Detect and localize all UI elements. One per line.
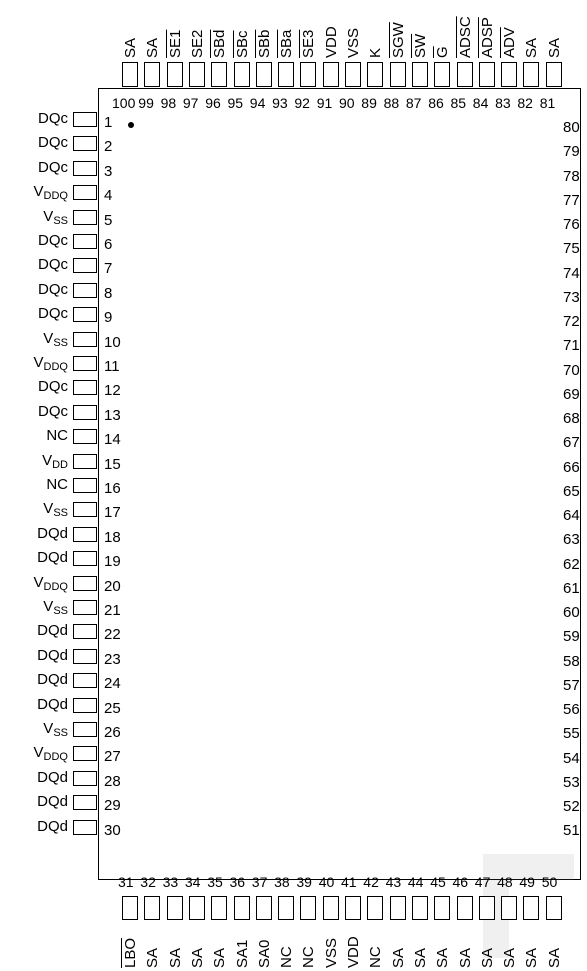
top-pin-number: 95: [227, 95, 244, 111]
right-pin-number: 58: [563, 652, 580, 670]
bottom-pin-pad: [211, 896, 227, 920]
bottom-pin-label: SA: [188, 947, 206, 968]
bottom-pin-pad: [345, 896, 361, 920]
top-pin-label: $\overline{G}$: [434, 46, 452, 58]
bottom-pin-label: $\overline{LBO}$: [122, 937, 139, 968]
left-pin-label: DQc: [38, 280, 68, 298]
bottom-pin-pad: [479, 896, 495, 920]
left-pin-pad: [73, 258, 97, 273]
left-pin-label: DQd: [37, 524, 68, 542]
bottom-pin-pad: [501, 896, 517, 920]
left-pin-label: NC: [46, 476, 68, 493]
left-pin-pad: [73, 356, 97, 371]
pin-1-indicator-dot: [128, 122, 134, 128]
top-pin-label: ADSC: [456, 16, 474, 58]
right-pin-number: 64: [563, 507, 580, 524]
top-pin-label: SA: [144, 37, 162, 58]
left-pin-number: 27: [104, 748, 121, 766]
top-pin-pad: [300, 62, 316, 87]
left-pin-label: $V_{SS}$: [43, 207, 68, 227]
left-pin-label: $V_{DDQ}$: [33, 354, 68, 373]
top-pin-number: 98: [160, 95, 177, 111]
pin-label-subscript: SS: [53, 605, 68, 617]
right-pin-number: 79: [563, 143, 580, 161]
left-pin-label: DQd: [37, 671, 68, 689]
left-pin-label: DQc: [38, 305, 68, 323]
top-pin-number: 99: [138, 95, 154, 111]
bottom-pin-label: NC: [300, 946, 318, 968]
left-pin-pad: [73, 454, 97, 469]
right-pin-number: 73: [563, 288, 580, 306]
bottom-pin-label: SA: [411, 947, 429, 968]
bottom-pin-label: SA: [211, 947, 229, 968]
left-pin-label: $V_{SS}$: [43, 720, 68, 739]
left-pin-label: DQd: [37, 768, 68, 786]
left-pin-label: DQc: [38, 232, 68, 249]
top-pin-pad: [501, 62, 517, 87]
bottom-pin-pad: [412, 896, 428, 920]
right-pin-number: 51: [563, 822, 580, 840]
left-pin-number: 24: [104, 675, 121, 693]
pin-label-subscript: SS: [53, 214, 68, 227]
left-pin-number: 19: [104, 553, 121, 571]
chip-package-outline: [98, 88, 581, 880]
left-pin-pad: [73, 112, 97, 127]
bottom-pin-number: 36: [229, 874, 246, 890]
left-pin-pad: [73, 307, 97, 322]
bottom-pin-number: 50: [541, 874, 558, 890]
left-pin-pad: [73, 185, 97, 200]
top-pin-label: VSS: [345, 27, 362, 58]
left-pin-number: 3: [104, 162, 113, 180]
bottom-pin-pad: [546, 896, 562, 920]
top-pin-number: 81: [539, 95, 556, 111]
right-pin-number: 72: [563, 313, 580, 330]
top-pin-number: 91: [316, 95, 333, 111]
left-pin-label: $V_{DD}$: [42, 451, 68, 471]
left-pin-number: 1: [104, 114, 113, 131]
left-pin-pad: [73, 234, 97, 249]
top-pin-label: SA: [545, 37, 563, 58]
bottom-pin-number: 32: [140, 874, 156, 890]
left-pin-pad: [73, 502, 97, 517]
top-pin-label: $\overline{SW}$: [411, 33, 429, 58]
top-pin-pad: [412, 62, 428, 87]
left-pin-label: DQd: [37, 622, 68, 640]
top-pin-pad: [278, 62, 294, 87]
top-pin-label: $\overline{SBd}$: [211, 29, 229, 58]
top-pin-number: 100: [112, 95, 136, 111]
top-pin-label: VDD: [322, 26, 340, 58]
right-pin-number: 71: [563, 337, 580, 355]
right-pin-number: 63: [563, 531, 580, 549]
left-pin-pad: [73, 600, 97, 615]
left-pin-label: $V_{DDQ}$: [33, 744, 68, 764]
left-pin-label: $V_{SS}$: [43, 598, 68, 617]
bottom-pin-label: VDD: [345, 936, 362, 968]
top-pin-number: 97: [182, 95, 199, 111]
right-pin-number: 54: [563, 749, 580, 767]
bottom-pin-pad: [278, 896, 294, 920]
right-pin-number: 77: [563, 191, 580, 209]
pin-label-subscript: DDQ: [43, 190, 68, 203]
bottom-pin-pad: [523, 896, 539, 920]
left-pin-number: 16: [104, 480, 121, 497]
right-pin-number: 67: [563, 434, 580, 452]
top-pin-pad: [323, 62, 339, 87]
left-pin-label: DQd: [37, 793, 68, 811]
right-pin-number: 53: [563, 773, 580, 791]
pin-label-subscript: DDQ: [43, 580, 68, 593]
bottom-pin-number: 38: [274, 874, 290, 890]
bottom-pin-label: SA: [478, 947, 496, 968]
left-pin-pad: [73, 478, 97, 493]
top-pin-number: 87: [405, 95, 422, 111]
bottom-pin-number: 42: [363, 874, 379, 890]
bottom-pin-number: 37: [251, 874, 268, 890]
bottom-pin-pad: [234, 896, 250, 920]
bottom-pin-number: 35: [207, 874, 223, 890]
left-pin-label: DQc: [38, 402, 68, 420]
left-pin-number: 22: [104, 626, 121, 644]
top-pin-pad: [189, 62, 205, 87]
left-pin-pad: [73, 380, 97, 395]
top-pin-label: K: [367, 47, 385, 58]
left-pin-label: DQd: [37, 695, 68, 713]
left-pin-pad: [73, 722, 97, 737]
top-pin-label: $\overline{SBb}$: [255, 29, 273, 58]
bottom-pin-label: SA: [166, 947, 184, 968]
bottom-pin-label: SA: [434, 947, 452, 968]
left-pin-label: DQd: [37, 549, 68, 567]
left-pin-label: DQd: [37, 817, 68, 835]
left-pin-pad: [73, 795, 97, 810]
top-pin-pad: [122, 62, 138, 87]
left-pin-label: $V_{SS}$: [43, 329, 68, 349]
left-pin-number: 29: [104, 797, 121, 815]
bottom-pin-pad: [457, 896, 473, 920]
left-pin-number: 10: [104, 333, 121, 351]
bottom-pin-number: 46: [452, 874, 469, 890]
bottom-pin-label: SA: [389, 947, 407, 968]
left-pin-label: NC: [46, 427, 68, 445]
left-pin-pad: [73, 527, 97, 542]
left-pin-label: DQd: [37, 646, 68, 664]
pin-label-subscript: DDQ: [43, 751, 68, 764]
bottom-pin-pad: [144, 896, 160, 920]
left-pin-number: 5: [104, 211, 113, 229]
bottom-pin-label: VSS: [322, 937, 340, 968]
right-pin-number: 56: [563, 701, 580, 718]
bottom-pin-number: 49: [519, 874, 535, 890]
left-pin-pad: [73, 210, 97, 225]
left-pin-number: 20: [104, 577, 121, 595]
pin-label-subscript: SS: [53, 507, 68, 520]
left-pin-pad: [73, 405, 97, 420]
right-pin-number: 80: [563, 119, 580, 136]
bottom-pin-pad: [189, 896, 205, 920]
left-pin-pad: [73, 283, 97, 298]
top-pin-number: 92: [294, 95, 310, 111]
bottom-pin-label: SA: [545, 947, 563, 968]
bottom-pin-label: SA: [456, 947, 474, 968]
right-pin-number: 60: [563, 604, 580, 621]
top-pin-number: 94: [249, 95, 266, 111]
right-pin-number: 75: [563, 240, 580, 258]
left-pin-pad: [73, 576, 97, 591]
bottom-pin-number: 31: [118, 874, 134, 890]
top-pin-pad: [256, 62, 272, 87]
top-pin-number: 85: [450, 95, 467, 111]
top-pin-pad: [167, 62, 183, 87]
right-pin-number: 78: [563, 167, 580, 185]
bottom-pin-pad: [434, 896, 450, 920]
top-pin-number: 96: [205, 95, 221, 111]
top-pin-number: 82: [517, 95, 533, 111]
left-pin-number: 26: [104, 724, 121, 741]
bottom-pin-pad: [256, 896, 272, 920]
top-pin-label: SA: [523, 37, 541, 58]
bottom-pin-number: 47: [474, 874, 491, 890]
bottom-pin-number: 41: [341, 874, 357, 890]
top-pin-number: 93: [272, 95, 288, 111]
left-pin-number: 12: [104, 382, 121, 400]
top-pin-pad: [144, 62, 160, 87]
top-pin-label: $\overline{SBa}$: [278, 29, 296, 58]
left-pin-pad: [73, 673, 97, 688]
left-pin-label: DQc: [38, 110, 68, 127]
left-pin-number: 25: [104, 699, 121, 717]
bottom-pin-number: 39: [296, 874, 312, 890]
left-pin-number: 6: [104, 236, 113, 253]
top-pin-pad: [457, 62, 473, 87]
top-pin-label: SE2: [188, 29, 206, 58]
left-pin-pad: [73, 649, 97, 664]
bottom-pin-label: SA: [144, 947, 162, 968]
bottom-pin-label: SA: [523, 947, 541, 968]
top-pin-pad: [345, 62, 361, 87]
left-pin-number: 28: [104, 772, 121, 790]
right-pin-number: 57: [563, 676, 580, 694]
bottom-pin-pad: [122, 896, 138, 920]
bottom-pin-number: 33: [162, 874, 179, 890]
top-pin-label: ADSP: [478, 17, 496, 58]
left-pin-label: DQc: [38, 158, 68, 176]
left-pin-number: 23: [104, 650, 121, 668]
right-pin-number: 68: [563, 410, 580, 427]
bottom-pin-number: 34: [184, 874, 201, 890]
right-pin-number: 62: [563, 555, 580, 573]
top-pin-pad: [367, 62, 383, 87]
left-pin-number: 13: [104, 406, 121, 424]
left-pin-pad: [73, 161, 97, 176]
left-pin-number: 7: [104, 260, 113, 278]
left-pin-label: $V_{DDQ}$: [33, 183, 68, 203]
bottom-pin-number: 43: [385, 874, 402, 890]
top-pin-number: 84: [472, 95, 489, 111]
left-pin-number: 2: [104, 138, 113, 156]
right-pin-number: 66: [563, 458, 580, 476]
left-pin-number: 21: [104, 602, 121, 619]
left-pin-number: 9: [104, 309, 113, 327]
top-pin-number: 83: [495, 95, 511, 111]
left-pin-number: 11: [104, 358, 120, 375]
top-pin-pad: [434, 62, 450, 87]
left-pin-label: DQc: [38, 378, 68, 396]
bottom-pin-label: NC: [278, 946, 296, 968]
left-pin-number: 4: [104, 187, 113, 205]
left-pin-pad: [73, 332, 97, 347]
bottom-pin-label: NC: [367, 946, 385, 968]
top-pin-label: SE1: [166, 29, 184, 58]
bottom-pin-pad: [367, 896, 383, 920]
right-pin-number: 61: [563, 579, 580, 597]
top-pin-pad: [234, 62, 250, 87]
bottom-pin-number: 48: [497, 874, 513, 890]
pin-label-subscript: DDQ: [43, 361, 68, 373]
bottom-pin-pad: [390, 896, 406, 920]
top-pin-number: 89: [361, 95, 377, 111]
left-pin-label: DQc: [38, 256, 68, 274]
top-pin-label: $\overline{ADV}$: [501, 27, 519, 58]
right-pin-number: 74: [563, 264, 580, 282]
bottom-pin-number: 40: [318, 874, 335, 890]
bottom-pin-label: SA1: [233, 939, 251, 968]
left-pin-pad: [73, 746, 97, 761]
left-pin-pad: [73, 551, 97, 566]
top-pin-pad: [479, 62, 495, 87]
bottom-pin-number: 44: [407, 874, 424, 890]
top-pin-number: 86: [428, 95, 444, 111]
top-pin-label: $\overline{SBc}$: [233, 30, 251, 58]
left-pin-pad: [73, 820, 97, 835]
left-pin-number: 30: [104, 821, 121, 839]
top-pin-pad: [390, 62, 406, 87]
right-pin-number: 59: [563, 628, 580, 646]
left-pin-pad: [73, 136, 97, 151]
left-pin-pad: [73, 624, 97, 639]
pin-label-subscript: SS: [53, 336, 68, 349]
left-pin-pad: [73, 771, 97, 786]
pin-label-subscript: SS: [53, 727, 68, 739]
bottom-pin-label: SA: [501, 947, 519, 968]
top-pin-label: $\overline{SGW}$: [389, 22, 407, 58]
top-pin-pad: [546, 62, 562, 87]
left-pin-number: 18: [104, 528, 121, 546]
top-pin-label: SE3: [300, 29, 318, 58]
bottom-pin-number: 45: [430, 874, 446, 890]
left-pin-label: DQc: [38, 134, 68, 152]
right-pin-number: 52: [563, 798, 580, 815]
watermark-logo: [457, 841, 587, 971]
left-pin-number: 17: [104, 504, 121, 522]
bottom-pin-label: SA0: [255, 939, 273, 968]
left-pin-number: 15: [104, 455, 121, 473]
bottom-pin-pad: [323, 896, 339, 920]
right-pin-number: 55: [563, 725, 580, 743]
left-pin-pad: [73, 698, 97, 713]
bottom-pin-pad: [300, 896, 316, 920]
right-pin-number: 69: [563, 385, 580, 403]
left-pin-pad: [73, 429, 97, 444]
right-pin-number: 70: [563, 361, 580, 379]
left-pin-label: $V_{SS}$: [43, 500, 68, 520]
left-pin-number: 14: [104, 431, 121, 449]
top-pin-number: 90: [339, 95, 355, 111]
top-pin-pad: [211, 62, 227, 87]
top-pin-pad: [523, 62, 539, 87]
top-pin-number: 88: [383, 95, 400, 111]
left-pin-number: 8: [104, 284, 113, 302]
left-pin-label: $V_{DDQ}$: [33, 573, 68, 593]
bottom-pin-pad: [167, 896, 183, 920]
right-pin-number: 65: [563, 482, 580, 500]
pin-label-subscript: DD: [52, 458, 68, 471]
right-pin-number: 76: [563, 216, 580, 233]
top-pin-label: SA: [122, 37, 139, 58]
